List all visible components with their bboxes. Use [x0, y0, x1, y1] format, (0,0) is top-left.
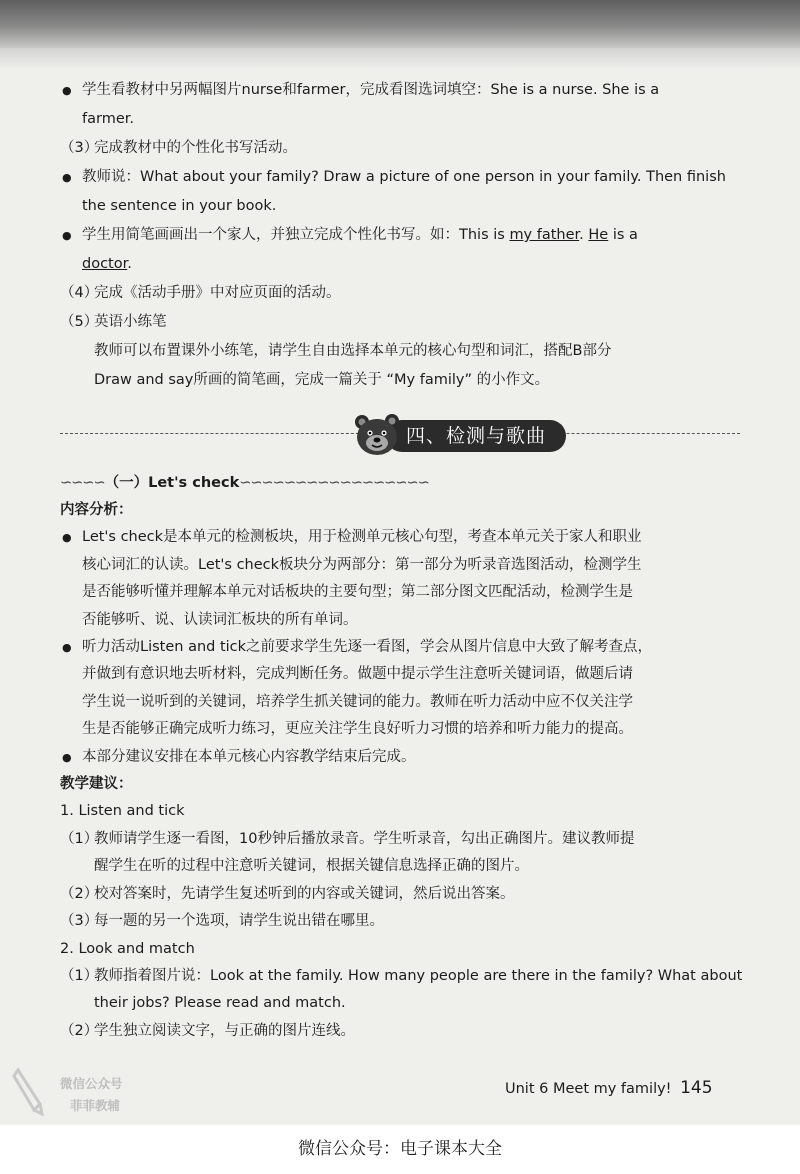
analysis-bullet-2-l4: 生是否能够正确完成听力练习，更应关注学生良好听力习惯的培养和听力能力的提高。 — [82, 721, 633, 738]
top-band-shadow — [0, 48, 800, 70]
analysis-heading: 内容分析： — [60, 502, 133, 518]
look-and-match-heading: 2. Look and match — [60, 940, 195, 957]
unit-title: Unit 6 Meet my family! — [505, 1081, 672, 1097]
bullet-student-draws: ● 学生用简笔画画出一个家人，并独立完成个性化书写。如：This is my father. He is a — [60, 221, 740, 250]
analysis-bullet-2: ● 听力活动Listen and tick之前要求学生先逐一看图，学会从图片信息中大致了解考查点， — [60, 634, 740, 661]
match-step-1-cont: their jobs? Please read and match. — [94, 995, 346, 1012]
analysis-bullet-1-l2: 核心词汇的认读。Let's check板块分为两部分：第一部分为听录音选图活动，检测学生 — [82, 556, 642, 573]
watermark — [0, 1060, 150, 1125]
suggestion-heading: 教学建议： — [60, 776, 133, 793]
top-decorative-band — [0, 0, 800, 48]
page-number: 145 — [680, 1078, 713, 1098]
analysis-bullet-3: ● 本部分建议安排在本单元核心内容教学结束后完成。 — [60, 744, 740, 771]
bullet-teacher-says: ● 教师说：What about your family? Draw a picture of one person in your family. Then finish — [60, 163, 740, 192]
listen-step-1: （1） 教师请学生逐一看图，10秒钟后播放录音。学生听录音，勾出正确图片。建议教师提 — [60, 830, 635, 847]
pencil-icon — [10, 1064, 50, 1116]
step-5-text-cont: Draw and say所画的简笔画，完成一篇关于 “My family” 的小作文。 — [94, 372, 550, 388]
section-title: 四、检测与歌曲 — [386, 420, 566, 452]
listen-step-1-cont: 醒学生在听的过程中注意听关键词，根据关键信息选择正确的图片。 — [94, 858, 529, 875]
watermark-line-1: 微信公众号 — [60, 1076, 123, 1091]
analysis-bullet-1-l4: 否能够听、说、认读词汇板块的所有单词。 — [82, 611, 358, 628]
wave-ornament-right: ∽∽∽∽∽∽∽∽∽∽∽∽∽∽∽∽∽ — [239, 475, 429, 491]
match-step-1: （1） 教师指着图片说：Look at the family. How many people are there in the family? What about — [60, 967, 743, 984]
bullet-teacher-says-cont: the sentence in your book. — [82, 198, 277, 214]
section-divider — [60, 406, 740, 464]
analysis-bullet-2-l2: 并做到有意识地去听材料，完成判断任务。做题中提示学生注意听关键词语，做题后请 — [82, 666, 633, 683]
watermark-line-2: 菲菲教辅 — [70, 1098, 121, 1113]
teaching-steps-continued — [60, 76, 740, 395]
bottom-caption: 微信公众号：电子课本大全 — [298, 1139, 502, 1159]
page-footer — [505, 1078, 713, 1098]
analysis-bullet-2-l3: 学生说一说听到的关键词，培养学生抓关键词的能力。教师在听力活动中应不仅关注学 — [82, 693, 633, 710]
lets-check-body — [60, 497, 743, 1045]
step-5-text: 教师可以布置课外小练笔，请学生自由选择本单元的核心句型和词汇，搭配B部分 — [94, 343, 612, 359]
lets-check-heading: ∽∽∽∽（一）Let's check∽∽∽∽∽∽∽∽∽∽∽∽∽∽∽∽∽ — [60, 475, 429, 491]
step-5: （5） 英语小练笔 — [60, 314, 167, 330]
bullet-student-draws-cont: doctor. — [82, 256, 132, 272]
bear-icon — [352, 412, 404, 458]
wave-ornament-left: ∽∽∽∽ — [60, 475, 105, 491]
bullet-nurse-farmer-cont: farmer. — [82, 111, 134, 127]
match-step-2: （2） 学生独立阅读文字，与正确的图片连线。 — [60, 1022, 355, 1039]
step-3: （3） 完成教材中的个性化书写活动。 — [60, 140, 297, 156]
listen-step-2: （2） 校对答案时，先请学生复述听到的内容或关键词，然后说出答案。 — [60, 885, 515, 902]
listen-and-tick-heading: 1. Listen and tick — [60, 803, 185, 820]
step-4: （4） 完成《活动手册》中对应页面的活动。 — [60, 285, 341, 301]
analysis-bullet-1: ● Let's check是本单元的检测板块，用于检测单元核心句型，考查本单元关于家人和职业 — [60, 524, 740, 551]
listen-step-3: （3） 每一题的另一个选项，请学生说出错在哪里。 — [60, 913, 384, 930]
section-banner — [352, 412, 572, 458]
bullet-nurse-farmer: ● 学生看教材中另两幅图片nurse和farmer，完成看图选词填空：She is a nurse. She is a — [60, 76, 740, 105]
analysis-bullet-1-l3: 是否能够听懂并理解本单元对话板块的主要句型；第二部分图文匹配活动，检测学生是 — [82, 584, 633, 601]
